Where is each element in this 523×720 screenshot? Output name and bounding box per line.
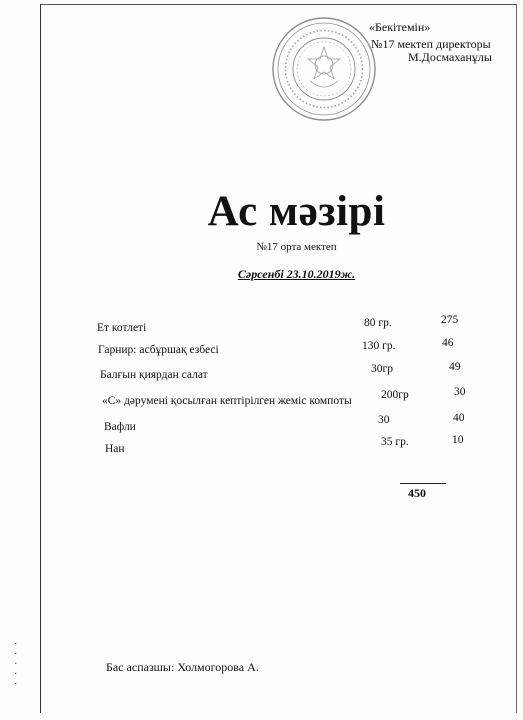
menu-row	[0, 386, 523, 412]
dish-name: «С» дәрумені қосылған кептірілген жеміс компоты	[102, 395, 352, 407]
approval-name: М.Досмаханұлы	[408, 50, 492, 64]
school-name-text: №17 орта мектеп	[256, 241, 337, 253]
approval-heading: «Бекітемін»	[369, 20, 431, 34]
total-divider	[400, 483, 446, 484]
total-calories: 450	[408, 486, 426, 500]
scan-edge-marks: · · · · ·	[14, 639, 18, 690]
dish-weight: 200гр	[381, 389, 409, 401]
menu-row	[0, 412, 523, 436]
official-seal-icon	[270, 15, 378, 123]
dish-name: Нан	[105, 443, 125, 455]
dish-calories: 30	[454, 386, 466, 398]
menu-date	[0, 267, 523, 282]
menu-row	[0, 361, 523, 387]
document-title-text: Ас мәзірі	[207, 188, 386, 235]
dish-calories: 46	[442, 337, 454, 349]
dish-weight: 35 гр.	[381, 436, 409, 448]
dish-calories: 275	[441, 314, 459, 326]
dish-name: Гарнир: асбұршақ езбесі	[98, 344, 219, 356]
menu-row	[0, 337, 523, 360]
menu-row	[0, 314, 523, 338]
dish-weight: 30	[378, 414, 390, 426]
dish-name: Балғын қиярдан салат	[100, 369, 208, 381]
menu-date-text: Сәрсенбі 23.10.2019ж.	[237, 267, 356, 281]
document-title	[0, 187, 523, 236]
dish-calories: 49	[449, 361, 461, 373]
head-chef-signature-line: Бас аспазшы: Холмогорова А.	[106, 660, 259, 674]
dish-weight: 130 гр.	[362, 340, 396, 352]
approval-position: №17 мектеп директоры	[371, 37, 491, 51]
dish-name: Ет котлеті	[97, 322, 147, 334]
dish-calories: 10	[452, 434, 464, 446]
dish-weight: 30гр	[371, 363, 393, 375]
dish-name: Вафли	[104, 421, 136, 433]
dish-calories: 40	[453, 412, 465, 424]
dish-weight: 80 гр.	[364, 317, 392, 329]
menu-row	[0, 434, 523, 458]
school-name	[0, 241, 523, 253]
